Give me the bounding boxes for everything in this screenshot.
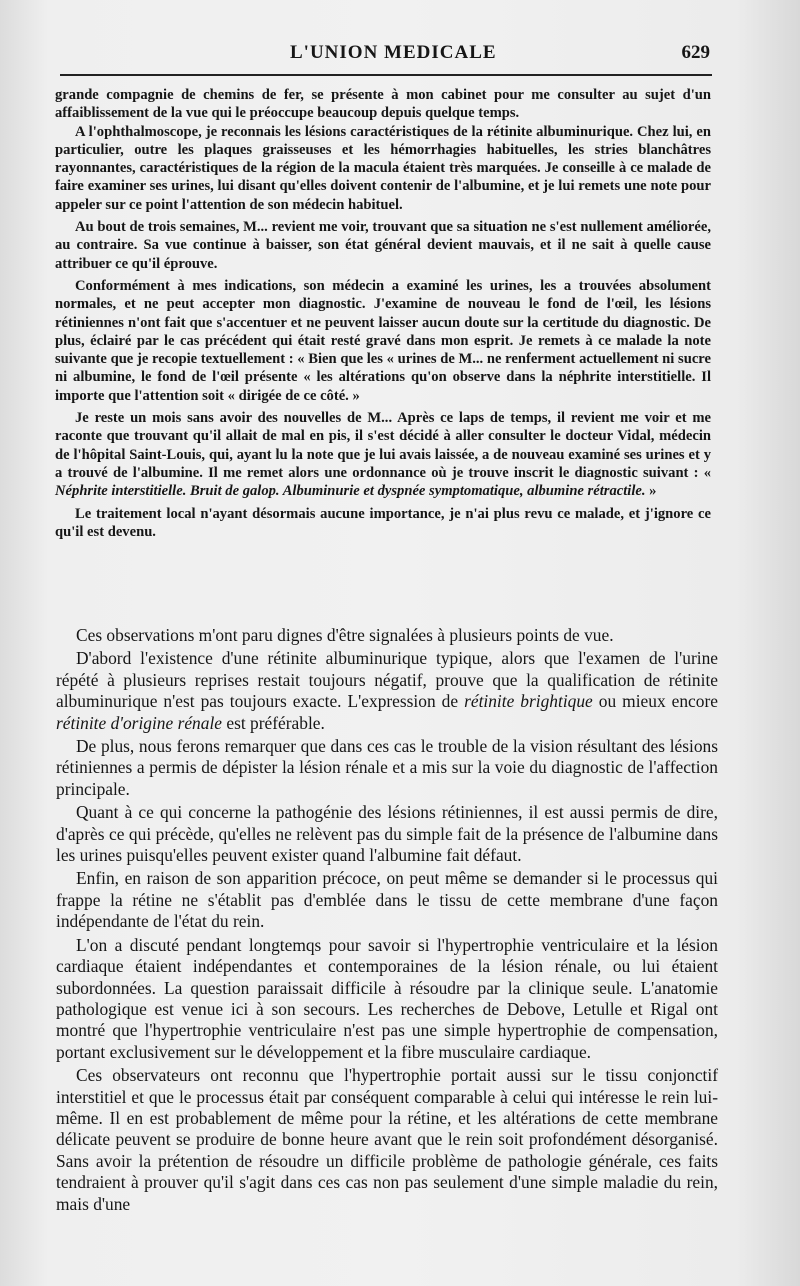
discussion-text bbox=[56, 625, 718, 1215]
text-run: ou mieux encore bbox=[592, 691, 718, 712]
paragraph: Conformément à mes indications, son médecin a examiné les urines, les a trouvées absolument normales, et ne peut accepter mon diagnostic. J'examine de nouveau le fond de l'œil, les lésions rétiniennes n'ont fait que s'accentuer et ne peuvent laisser aucun doute sur la certitude du diagnostic. De plus, éclairé par le cas précédent qui était resté gravé dans mon esprit. Je remets à ce malade la note suivante que je recopie textuellement : « Bien que les « urines de M... ne renferment actuellement ni sucre ni albumine, le fond de l'œil présente « les altérations qu'on observe dans la néphrite interstitielle. Il importe que l'attention soit « dirigée de ce côté. » bbox=[55, 277, 711, 404]
paragraph: A l'ophthalmoscope, je reconnais les lésions caractéristiques de la rétinite albuminurique. Chez lui, en particulier, outre les plaques graisseuses et les hémorrhagies habituelles, les stries blanchâtres rayonnantes, caractéristiques de la région de la macula étaient très marquées. Je conseille à ce malade de faire examiner ses urines, lui disant qu'elles doivent contenir de l'albumine, et je lui remets une note pour appeler sur ce point l'attention de son médecin habituel. bbox=[55, 123, 711, 213]
journal-title: L'UNION MEDICALE bbox=[290, 42, 497, 63]
paragraph: De plus, nous ferons remarquer que dans ces cas le trouble de la vision résultant des lésions rétiniennes a permis de dépister la lésion rénale et a mis sur la voie du diagnostic de l'affection principale. bbox=[56, 736, 718, 799]
paragraph: Au bout de trois semaines, M... revient me voir, trouvant que sa situation ne s'est nullement améliorée, au contraire. Sa vue continue à baisser, son état général devient mauvais, et il ne sait à quelle cause attribuer ce qu'il éprouve. bbox=[55, 219, 711, 272]
header-rule bbox=[60, 74, 712, 76]
paragraph: L'on a discuté pendant longtemqs pour savoir si l'hypertrophie ventriculaire et la lésion cardiaque étaient indépendantes et contemporaines de la lésion rénale, ou lui étaient subordonnées. La question paraissait difficile à résoudre par la clinique seule. L'anatomie pathologique est venue ici à son secours. Les recherches de Debove, Letulle et Rigal ont montré que l'hypertrophie ventriculaire n'est pas une simple hypertrophie de compensation, portant exclusivement sur le développement et la fibre musculaire cardiaque. bbox=[56, 934, 718, 1062]
paragraph: grande compagnie de chemins de fer, se présente à mon cabinet pour me consulter au sujet d'un affaiblissement de la vue qui le préoccupe beaucoup depuis quelque temps. bbox=[55, 87, 711, 122]
paragraph: Ces observateurs ont reconnu que l'hypertrophie portait aussi sur le tissu conjonctif interstitiel et que le processus était par conséquent comparable à celui qui intéresse le rein lui-même. Il en est probablement de même pour la rétine, et les altérations de cette membrane délicate peuvent se produire de bonne heure avant que le rein soit profondément désorganisé. Sans avoir la prétention de résoudre un difficile problème de pathologie générale, ces faits tendraient à prouver qu'il s'agit dans ces cas non pas seulement d'une simple maladie du rein, mais d'une bbox=[56, 1065, 718, 1214]
case-report-text bbox=[55, 86, 711, 541]
text-run: D'abord l'existence d'une rétinite albuminurique typique, alors que l'examen de l'urine répété à plusieurs reprises restait toujours négatif, prouve que la qualification de rétinite albuminurique n'est pas toujours exacte. L'expression de bbox=[56, 648, 718, 712]
paragraph: Quant à ce qui concerne la pathogénie des lésions rétiniennes, il est aussi permis de dire, d'après ce qui précède, qu'elles ne relèvent pas du simple fait de la présence de l'albumine dans les urines puisqu'elles peuvent exister quand l'albumine fait défaut. bbox=[56, 802, 718, 866]
paragraph bbox=[55, 409, 711, 500]
text-run: est préférable. bbox=[222, 712, 325, 733]
italic-term: rétinite d'origine rénale bbox=[56, 712, 223, 733]
italic-term: rétinite brightique bbox=[464, 691, 593, 712]
paragraph bbox=[56, 648, 718, 734]
paragraph: Enfin, en raison de son apparition précoce, on peut même se demander si le processus qui frappe la rétine ne s'établit pas d'emblée dans le tissu de cette membrane d'une façon indépendante de l'état du rein. bbox=[56, 868, 718, 932]
running-header bbox=[60, 38, 710, 68]
paragraph: Le traitement local n'ayant désormais aucune importance, je n'ai plus revu ce malade, et j'ignore ce qu'il est devenu. bbox=[55, 505, 711, 540]
paragraph: Ces observations m'ont paru dignes d'être signalées à plusieurs points de vue. bbox=[76, 625, 614, 645]
text-run: » bbox=[645, 483, 657, 500]
italic-diagnosis: Néphrite interstitielle. Bruit de galop. Albuminurie et dyspnée symptomatique, albumine rétractile. bbox=[55, 483, 646, 500]
text-run: Je reste un mois sans avoir des nouvelles de M... Après ce laps de temps, il revient me voir et me raconte que trouvant qu'il allait de mal en pis, il s'est décidé à aller consulter le docteur Vidal, médecin de l'hôpital Saint-Louis, qui, ayant lu la note que je lui avais laissée, a de nouveau examiné ses urines et y a trouvé de l'albumine. Il me remet alors une ordonnance où je trouve inscrit le diagnostic suivant : « bbox=[55, 410, 711, 481]
page-number: 629 bbox=[681, 42, 710, 63]
